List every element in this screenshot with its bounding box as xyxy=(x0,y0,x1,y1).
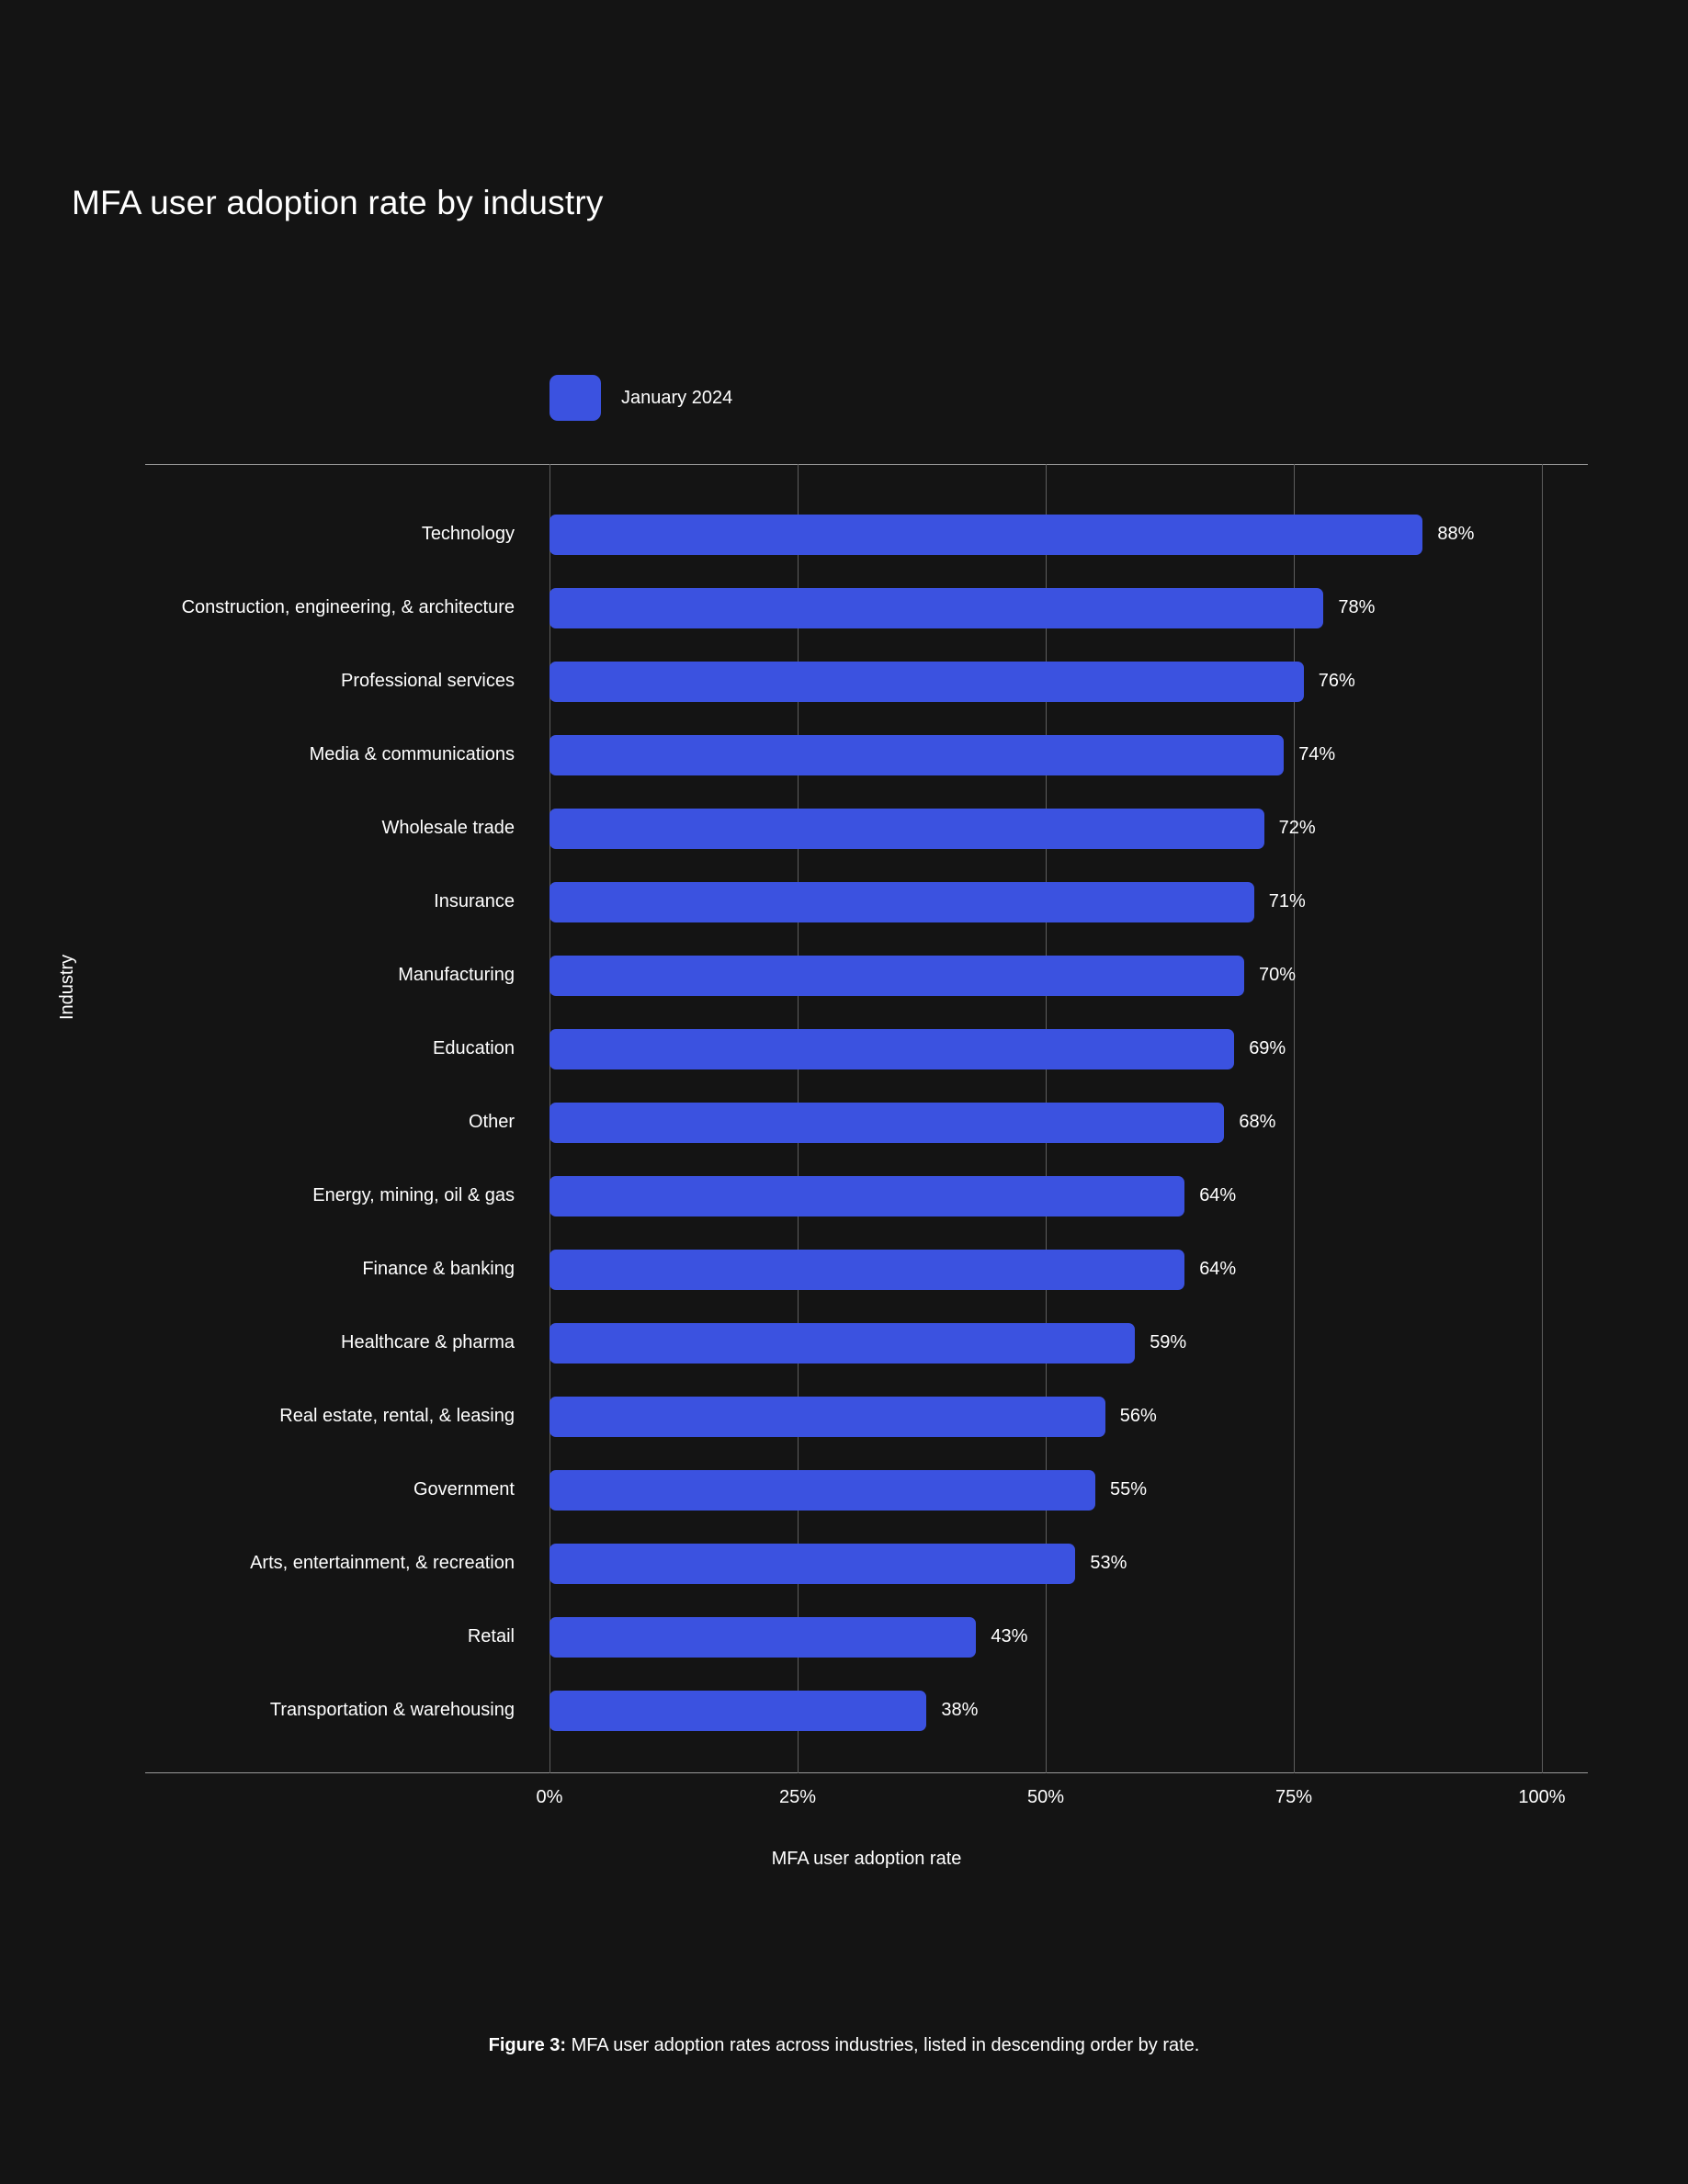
bar-value-label: 68% xyxy=(1239,1112,1276,1132)
figure-caption-label: Figure 3: xyxy=(488,2035,567,2055)
bar[interactable] xyxy=(549,1691,926,1731)
category-label: Manufacturing xyxy=(398,965,515,985)
x-tick-label: 100% xyxy=(1518,1787,1566,1807)
category-label: Arts, entertainment, & recreation xyxy=(250,1553,515,1573)
bar-row xyxy=(549,866,1588,939)
category-label: Construction, engineering, & architecture xyxy=(181,597,515,617)
bar-row xyxy=(549,571,1588,645)
bar-row xyxy=(549,1601,1588,1674)
legend-label-january-2024: January 2024 xyxy=(621,387,733,408)
bar-value-label: 64% xyxy=(1199,1259,1237,1279)
bar-value-label: 56% xyxy=(1119,1406,1157,1426)
bar-value-label: 70% xyxy=(1259,965,1297,985)
bar-row xyxy=(549,1160,1588,1233)
bar-value-label: 43% xyxy=(991,1626,1028,1646)
bar[interactable] xyxy=(549,1029,1234,1069)
bars-container xyxy=(549,464,1588,1773)
chart-legend xyxy=(549,375,732,421)
figure-caption xyxy=(0,2035,1688,2056)
category-label: Technology xyxy=(421,524,515,544)
figure-caption-text: MFA user adoption rates across industries, listed in descending order by rate. xyxy=(566,2035,1200,2055)
bar[interactable] xyxy=(549,662,1304,702)
x-tick-label: 25% xyxy=(778,1787,817,1807)
category-label: Professional services xyxy=(341,671,515,691)
bar[interactable] xyxy=(549,1176,1184,1216)
bar-row xyxy=(549,1380,1588,1454)
category-axis-labels xyxy=(145,464,531,1773)
category-label: Energy, mining, oil & gas xyxy=(312,1185,515,1205)
bar[interactable] xyxy=(549,1544,1075,1584)
bar[interactable] xyxy=(549,1397,1105,1437)
bar-value-label: 71% xyxy=(1268,891,1306,911)
bar-row xyxy=(549,1233,1588,1307)
category-label: Transportation & warehousing xyxy=(269,1700,515,1720)
x-tick-label: 75% xyxy=(1274,1787,1313,1807)
bar-row xyxy=(549,1527,1588,1601)
bar-row xyxy=(549,498,1588,571)
bar-value-label: 78% xyxy=(1338,597,1376,617)
category-label: Finance & banking xyxy=(362,1259,515,1279)
bar-value-label: 64% xyxy=(1199,1185,1237,1205)
bar[interactable] xyxy=(549,1470,1095,1511)
x-axis-ticks xyxy=(145,1787,1588,1815)
category-label: Other xyxy=(468,1112,515,1132)
bar-value-label: 55% xyxy=(1110,1479,1148,1499)
category-label: Education xyxy=(433,1038,515,1058)
bar-value-label: 76% xyxy=(1318,671,1355,691)
bar[interactable] xyxy=(549,882,1254,922)
category-label: Retail xyxy=(467,1626,515,1646)
bar-row xyxy=(549,1307,1588,1380)
category-label: Media & communications xyxy=(309,744,515,764)
bar-row xyxy=(549,645,1588,719)
legend-swatch-january-2024 xyxy=(549,375,601,421)
x-tick-label: 0% xyxy=(536,1787,563,1807)
bar[interactable] xyxy=(549,956,1244,996)
bar-value-label: 69% xyxy=(1249,1038,1286,1058)
x-tick-label: 50% xyxy=(1026,1787,1065,1807)
bar[interactable] xyxy=(549,809,1264,849)
bar-value-label: 53% xyxy=(1090,1553,1127,1573)
bar-value-label: 72% xyxy=(1278,818,1316,838)
bar[interactable] xyxy=(549,588,1323,628)
bar[interactable] xyxy=(549,1103,1224,1143)
bar-value-label: 74% xyxy=(1298,744,1336,764)
bar[interactable] xyxy=(549,735,1284,775)
bar-value-label: 88% xyxy=(1437,524,1475,544)
page-title: MFA user adoption rate by industry xyxy=(72,184,604,221)
bar[interactable] xyxy=(549,1250,1184,1290)
bar-row xyxy=(549,1013,1588,1086)
bar-row xyxy=(549,719,1588,792)
bar[interactable] xyxy=(549,1323,1135,1364)
category-label: Healthcare & pharma xyxy=(341,1332,515,1352)
bar-value-label: 38% xyxy=(941,1700,979,1720)
bar-row xyxy=(549,792,1588,866)
category-label: Wholesale trade xyxy=(381,818,515,838)
category-label: Insurance xyxy=(434,891,515,911)
bar-row xyxy=(549,1086,1588,1160)
bar[interactable] xyxy=(549,1617,976,1658)
bar[interactable] xyxy=(549,515,1422,555)
bar-value-label: 59% xyxy=(1150,1332,1187,1352)
y-axis-title: Industry xyxy=(57,954,77,1020)
bar-row xyxy=(549,939,1588,1013)
bar-row xyxy=(549,1454,1588,1527)
x-axis-title: MFA user adoption rate xyxy=(771,1849,962,1869)
plot-area xyxy=(145,464,1588,1773)
category-label: Real estate, rental, & leasing xyxy=(279,1406,515,1426)
category-label: Government xyxy=(413,1479,515,1499)
bar-row xyxy=(549,1674,1588,1748)
